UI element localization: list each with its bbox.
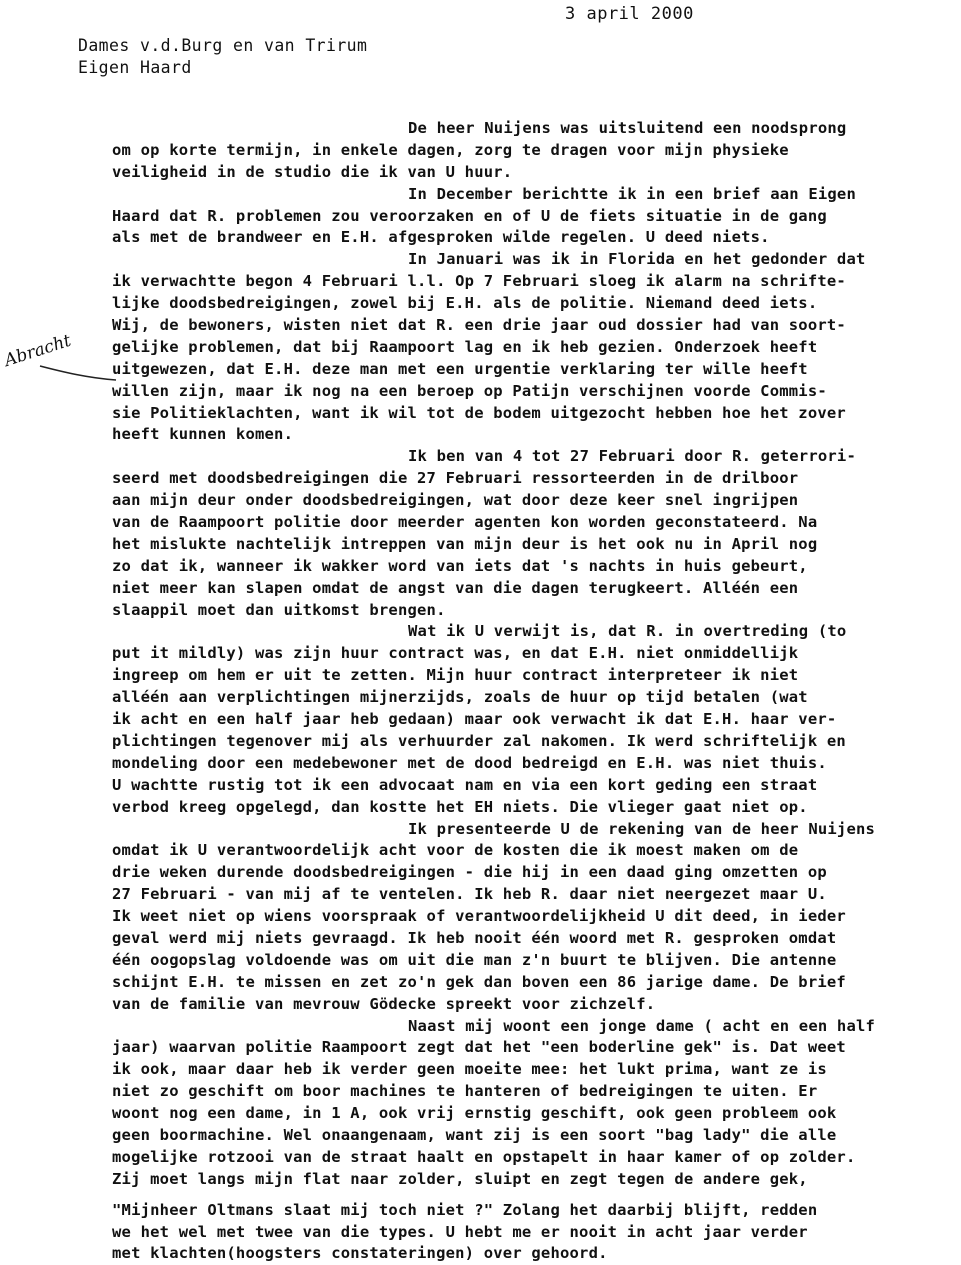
addressee-line-2: Eigen Haard <box>78 58 192 77</box>
addressee-line-1: Dames v.d.Burg en van Trirum <box>78 36 368 55</box>
letter-line: zo dat ik, wanneer ik wakker word van iets dat 's nachts in huis gebeurt, <box>112 556 808 575</box>
letter-line: Ik ben van 4 tot 27 Februari door R. geterrori- <box>408 447 856 466</box>
letter-line: verbod kreeg opgelegd, dan kostte het EH niets. Die vlieger gaat niet op. <box>112 797 808 816</box>
letter-line: U wachtte rustig tot ik een advocaat nam en via een kort geding een straat <box>112 775 818 794</box>
letter-line: gelijke problemen, dat bij Raampoort lag en ik heb gezien. Onderzoek heeft <box>112 337 818 356</box>
letter-line: Wij, de bewoners, wisten niet dat R. een drie jaar oud dossier had van soort- <box>112 316 846 335</box>
letter-line: 27 Februari - van mij af te ventelen. Ik heb R. daar niet neergezet maar U. <box>112 885 827 904</box>
letter-line: uitgewezen, dat E.H. deze man met een urgentie verklaring ter wille heeft <box>112 359 808 378</box>
letter-line: geval werd mij niets gevraagd. Ik heb nooit één woord met R. gesproken omdat <box>112 928 837 947</box>
letter-line: als met de brandweer en E.H. afgesproken wilde regelen. U deed niets. <box>112 228 770 247</box>
letter-line: veiligheid in de studio die ik van U huur. <box>112 162 513 181</box>
letter-line: van de Raampoort politie door meerder agenten kon worden geconstateerd. Na <box>112 513 818 532</box>
letter-line: In Januari was ik in Florida en het gedonder dat <box>408 250 866 269</box>
letter-line: ik acht en een half jaar heb gedaan) maar ook verwacht ik dat E.H. haar ver- <box>112 710 837 729</box>
letter-line: "Mijnheer Oltmans slaat mij toch niet ?" Zolang het daarbij blijft, redden <box>112 1200 818 1219</box>
letter-line: Naast mij woont een jonge dame ( acht en een half <box>408 1016 876 1035</box>
letter-line: plichtingen tegenover mij als verhuurder zal nakomen. Ik werd schriftelijk en <box>112 731 846 750</box>
letter-line: Ik presenteerde U de rekening van de heer Nuijens <box>408 819 876 838</box>
letter-line: mondeling door een medebewoner met de dood bedreigd en E.H. was niet thuis. <box>112 753 827 772</box>
margin-arrow-stroke <box>38 362 118 386</box>
letter-line: met klachten(hoogsters constateringen) over gehoord. <box>112 1244 608 1263</box>
letter-line: sie Politieklachten, want ik wil tot de bodem uitgezocht hebben hoe het zover <box>112 403 846 422</box>
letter-line: slaappil moet dan uitkomst brengen. <box>112 600 446 619</box>
letter-line: niet meer kan slapen omdat de angst van die dagen terugkeert. Alléén een <box>112 578 799 597</box>
letter-line: van de familie van mevrouw Gödecke spreekt voor zichzelf. <box>112 994 656 1013</box>
letter-date: 3 april 2000 <box>565 4 694 24</box>
letter-line: willen zijn, maar ik nog na een beroep op Patijn verschijnen voorde Commis- <box>112 381 827 400</box>
letter-line: ingreep om hem er uit te zetten. Mijn huur contract interpreteer ik niet <box>112 666 799 685</box>
letter-line: alléén aan verplichtingen mijnerzijds, zoals de huur op tijd betalen (wat <box>112 688 808 707</box>
letter-line: mogelijke rotzooi van de straat haalt en opstapelt in haar kamer of op zolder. <box>112 1147 856 1166</box>
letter-line: geen boormachine. Wel onaangenaam, want zij is een soort "bag lady" die alle <box>112 1125 837 1144</box>
letter-line: heeft kunnen komen. <box>112 425 294 444</box>
letter-line: één oogopslag voldoende was om uit die man z'n buurt te blijven. Die antenne <box>112 950 837 969</box>
letter-line: we het wel met twee van die types. U hebt me er nooit in acht jaar verder <box>112 1222 808 1241</box>
letter-line: Zij moet langs mijn flat naar zolder, sluipt en zegt tegen de andere gek, <box>112 1169 808 1188</box>
letter-line: woont nog een dame, in 1 A, ook vrij ernstig geschift, ook geen probleem ook <box>112 1104 837 1123</box>
letter-body <box>112 118 960 1265</box>
letter-line <box>112 1191 960 1200</box>
letter-line: omdat ik U verantwoordelijk acht voor de kosten die ik moest maken om de <box>112 841 799 860</box>
letter-line: drie weken durende doodsbedreigingen - die hij in een daad ging omzetten op <box>112 863 827 882</box>
letter-line: put it mildly) was zijn huur contract was, en dat E.H. niet onmiddellijk <box>112 644 799 663</box>
letter-line: Ik weet niet op wiens voorspraak of verantwoordelijkheid U dit deed, in ieder <box>112 907 846 926</box>
letter-line: De heer Nuijens was uitsluitend een noodsprong <box>408 119 847 137</box>
letter-line: aan mijn deur onder doodsbedreigingen, wat door deze keer snel ingrijpen <box>112 491 799 510</box>
letter-line: lijke doodsbedreigingen, zowel bij E.H. als de politie. Niemand deed iets. <box>112 294 818 313</box>
handwritten-margin-note: Abracht <box>2 330 74 372</box>
letter-line: niet zo geschift om boor machines te hanteren of bedreigingen te uiten. Er <box>112 1082 818 1101</box>
letter-line: schijnt E.H. te missen en zet zo'n gek dan boven een 86 jarige dame. De brief <box>112 972 846 991</box>
letter-line: ik verwachtte begon 4 Februari l.l. Op 7 Februari sloeg ik alarm na schrifte- <box>112 272 846 291</box>
letter-line: seerd met doodsbedreigingen die 27 Februari ressorteerden in de drilboor <box>112 469 799 488</box>
letter-line: het mislukte nachtelijk intreppen van mijn deur is het ook nu in April nog <box>112 534 818 553</box>
letter-line: om op korte termijn, in enkele dagen, zorg te dragen voor mijn physieke <box>112 140 789 159</box>
letter-line: Wat ik U verwijt is, dat R. in overtreding (to <box>408 622 847 641</box>
letter-line: In December berichtte ik in een brief aan Eigen <box>408 184 856 203</box>
letter-line: jaar) waarvan politie Raampoort zegt dat het "een boderline gek" is. Dat weet <box>112 1038 846 1057</box>
letter-line: Haard dat R. problemen zou veroorzaken en of U de fiets situatie in de gang <box>112 206 827 225</box>
letter-line: ik ook, maar daar heb ik verder geen moeite mee: het lukt prima, want ze is <box>112 1060 827 1079</box>
